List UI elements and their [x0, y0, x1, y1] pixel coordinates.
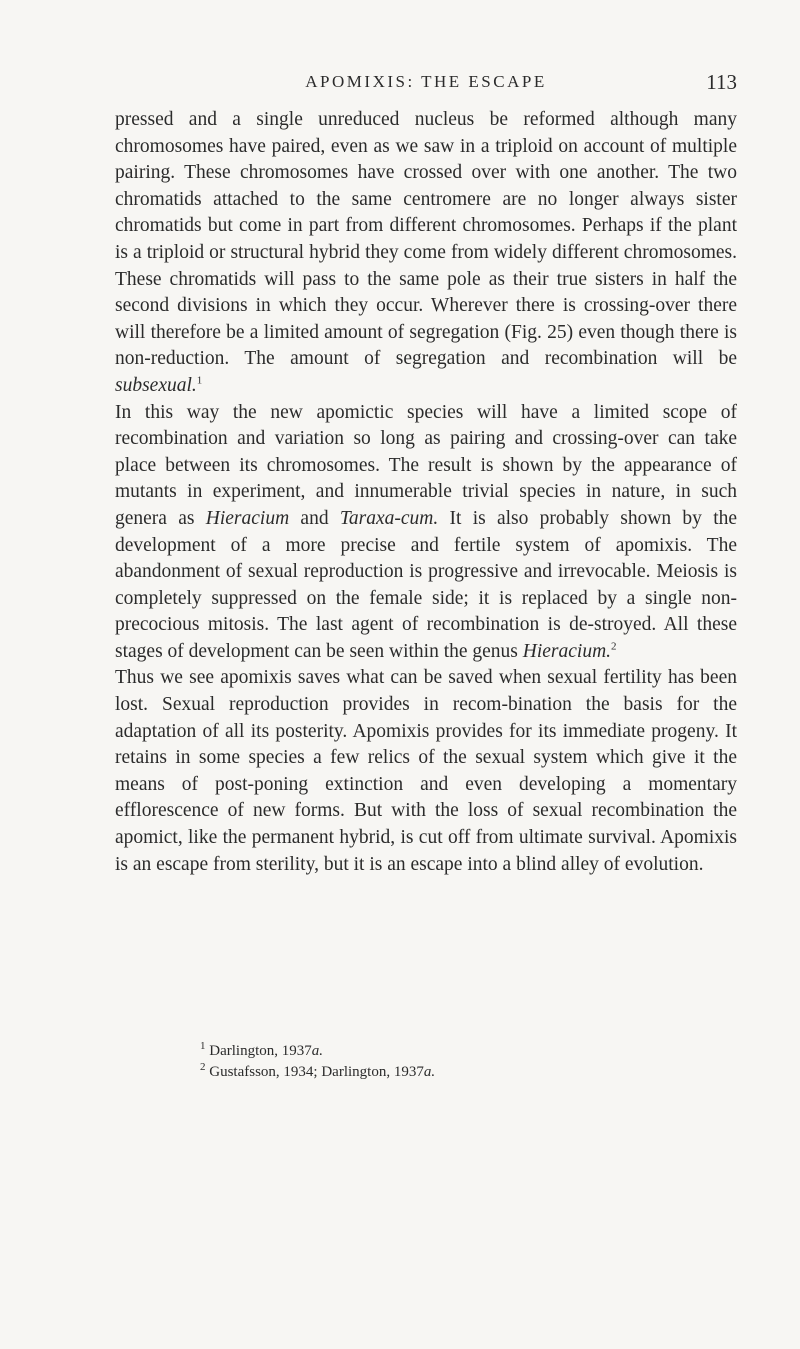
footnote: [200, 1041, 740, 1062]
footnote-text: Darlington, 1937: [205, 1043, 312, 1059]
footnote-ref: 1: [196, 374, 203, 387]
text-segment: subsexual.: [115, 374, 197, 396]
text-segment: Taraxa-cum.: [339, 507, 439, 529]
text-segment: and: [289, 507, 340, 529]
footnote-suffix: a.: [423, 1064, 436, 1080]
footnote-mark: 2: [200, 1061, 206, 1073]
page-header: [115, 70, 737, 100]
footnotes: [200, 1041, 740, 1083]
footnote-ref: 2: [611, 640, 617, 653]
footnote-text: Gustafsson, 1934; Darlington, 1937: [205, 1064, 424, 1080]
footnote: [200, 1062, 740, 1083]
body-text: [115, 107, 737, 878]
text-segment: In this way the new apomictic species will have a limited scope of recombination and variation so long as pairing and crossing-over can take place between its chromosomes. The result is shown by the appearance of mutants in experiment, and innumerable trivial species in nature, in such genera as: [115, 401, 737, 529]
footnote-suffix: a.: [311, 1043, 323, 1059]
footnote-mark: 1: [200, 1040, 206, 1052]
paragraph: [115, 665, 737, 878]
text-segment: Hieracium.: [522, 640, 612, 662]
text-segment: pressed and a single unreduced nucleus be reformed although many chromosomes have paired, even as we saw in a triploid on account of multiple pairing. These chromosomes have crossed over with one another. The two chromatids attached to the same centromere are no longer always sister chromatids but come in part from different chromosomes. Perhaps if the plant is a triploid or structural hybrid they come from widely different chromosomes. These chromatids will pass to the same pole as their true sisters in half the second divisions in which they occur. Wherever there is crossing-over there will therefore be a limited amount of segregation (Fig. 25) even though there is non-reduction. The amount of segregation and recombination will be: [115, 109, 737, 370]
page-number: 113: [706, 70, 737, 94]
text-segment: Hieracium: [205, 507, 290, 529]
running-head: APOMIXIS: THE ESCAPE: [305, 72, 547, 91]
paragraph: [115, 400, 737, 666]
paragraph: [115, 107, 737, 400]
text-segment: It is also probably shown by the development of a more precise and fertile system of apomixis. The abandonment of sexual reproduction is progressive and irrevocable. Meiosis is completely suppressed on the female side; it is replaced by a single non-precocious mitosis. The last agent of recombination is de-stroyed. All these stages of development can be seen within the genus: [115, 507, 738, 662]
text-segment: Thus we see apomixis saves what can be saved when sexual fertility has been lost. Sexual reproduction provides in recom-bination the basis for the adaptation of all its posterity. Apomixis provides for its immediate progeny. It retains in some species a few relics of the sexual system which give it the means of post-poning extinction and even developing a momentary efflorescence of new forms. But with the loss of sexual recombination the apomict, like the permanent hybrid, is cut off from ultimate survival. Apomixis is an escape from sterility, but it is an escape into a blind alley of evolution.: [115, 667, 737, 875]
